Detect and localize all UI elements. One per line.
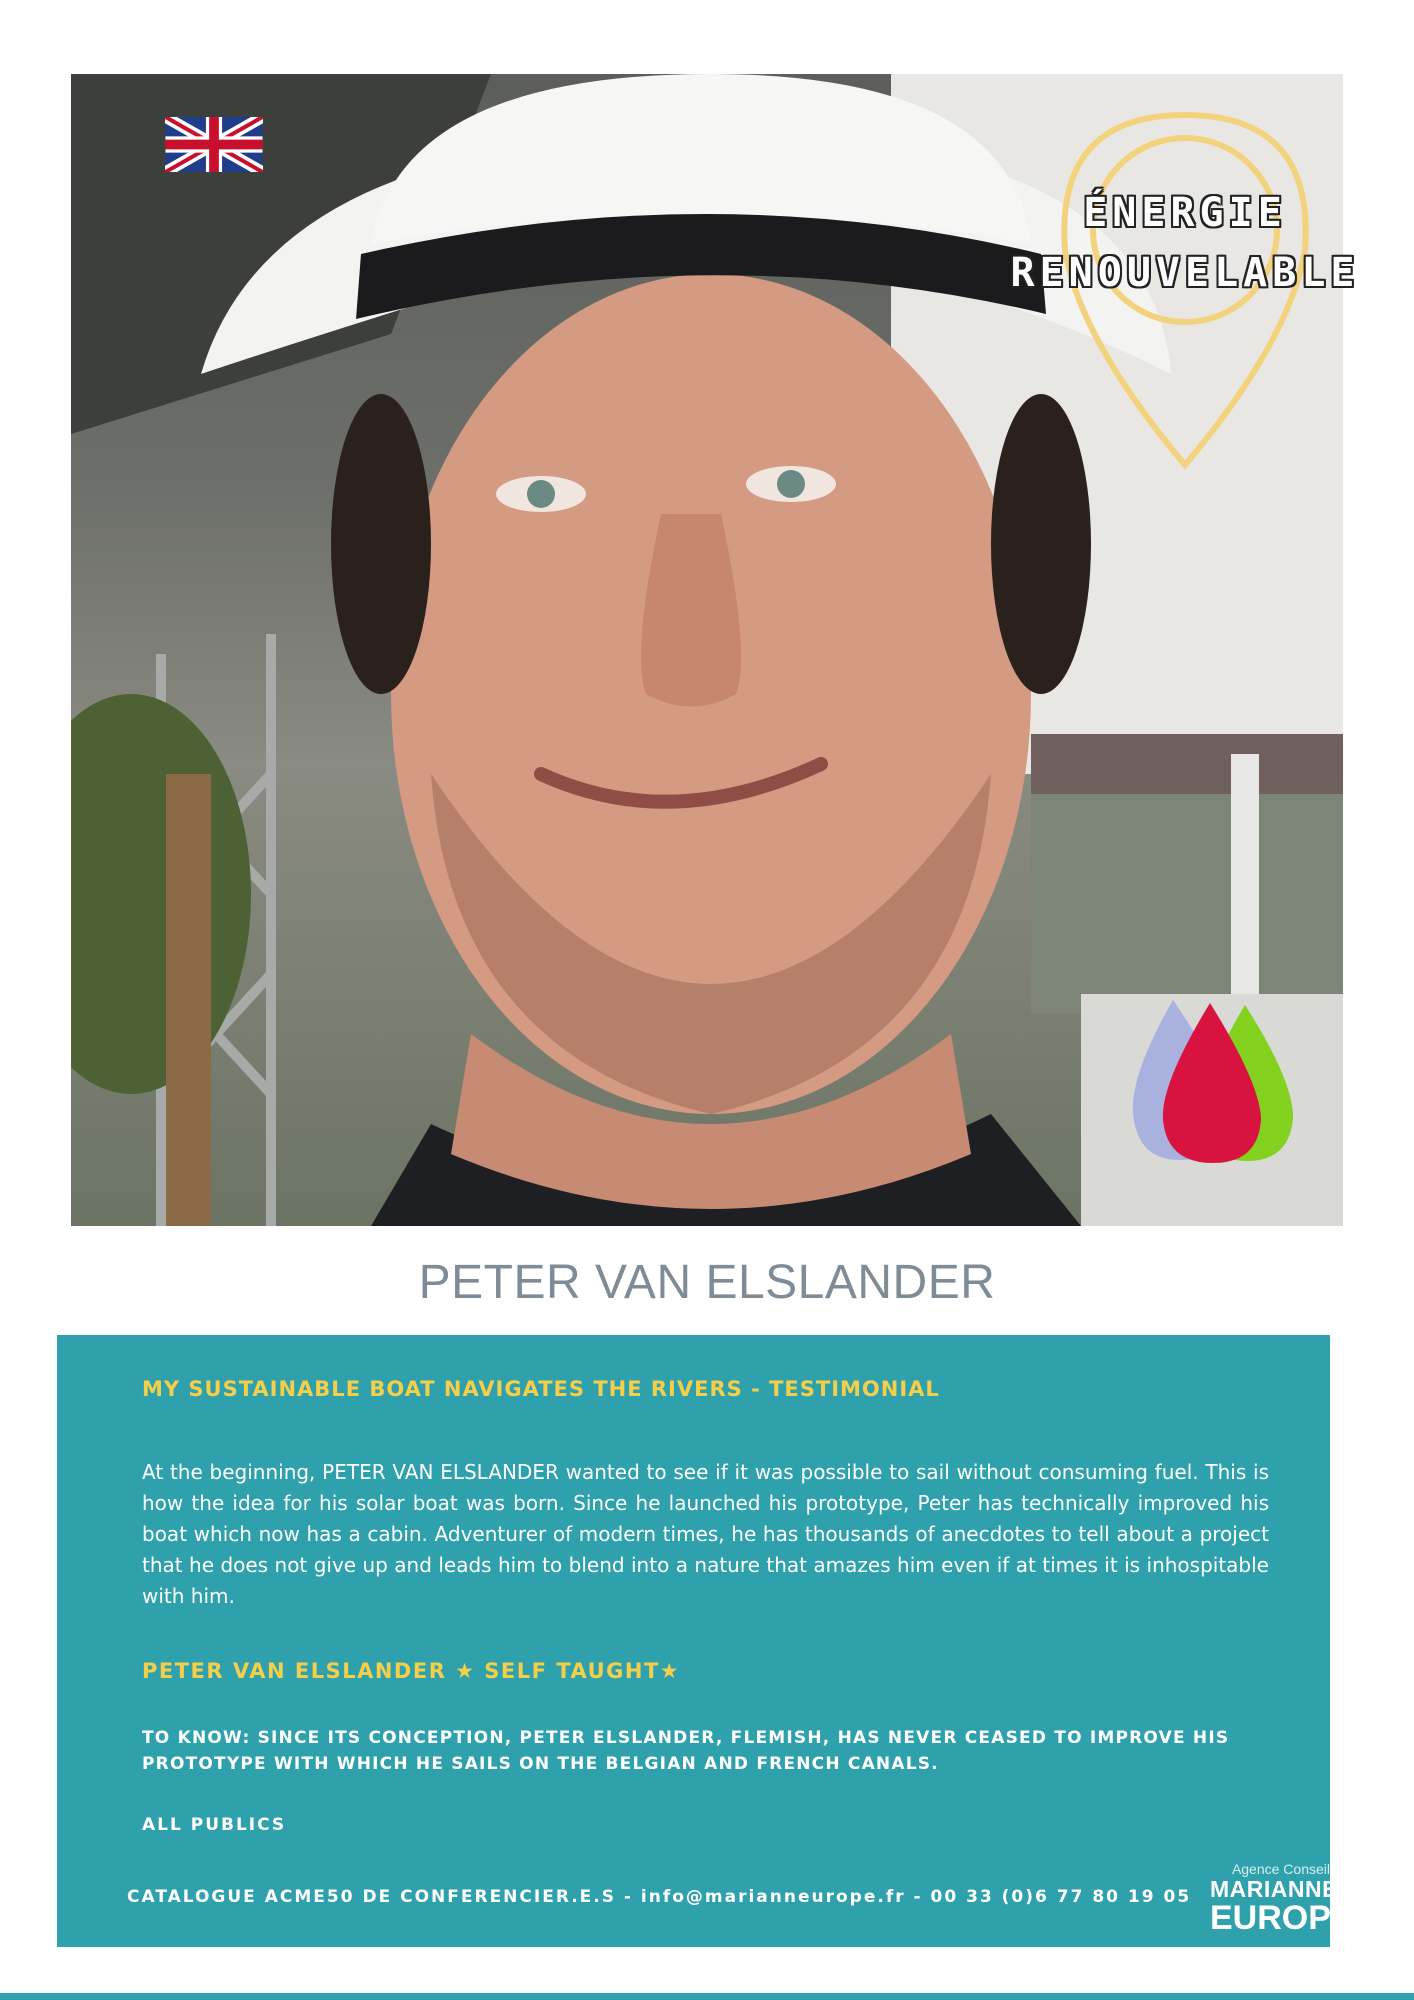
testimonial-body: At the beginning, PETER VAN ELSLANDER wanted to see if it was possible to sail without consuming fuel. This is how the idea for his solar boat was born. Since he launched his prototype, Peter has technically improved his boat which now has a cabin. Adventurer of modern times, he has thousands of anecdotes to tell about a project that he does not give up and leads him to blend into a nature that amazes him even if at times it is inhospitable with him.	[142, 1460, 1269, 1608]
info-panel	[57, 1335, 1354, 1947]
agency-tagline: Agence Conseil	[1231, 1861, 1330, 1877]
profile-subheading: PETER VAN ELSLANDER ★ SELF TAUGHT★	[142, 1659, 681, 1683]
agency-name-line2: EUROPE	[1210, 1899, 1354, 1937]
badge-line-2: RENOUVELABLE	[1010, 250, 1360, 296]
agency-logo	[1210, 1861, 1354, 1937]
badge-line-1: ÉNERGIE	[1083, 190, 1287, 236]
to-know-note: TO KNOW: SINCE ITS CONCEPTION, PETER ELSLANDER, FLEMISH, HAS NEVER CEASED TO IMPROVE HIS PROTOTYPE WITH WHICH HE SAILS ON THE BELGIAN AND FRENCH CANALS.	[142, 1728, 1230, 1774]
testimonial-heading: MY SUSTAINABLE BOAT NAVIGATES THE RIVERS - TESTIMONIAL	[142, 1377, 940, 1401]
audience-label: ALL PUBLICS	[142, 1815, 287, 1835]
contact-footer: CATALOGUE ACME50 DE CONFERENCIER.E.S - info@marianneurope.fr - 00 33 (0)6 77 80 19 05	[127, 1887, 1192, 1907]
bottom-accent-bar	[0, 1993, 1414, 2000]
agency-name-line1: MARIANNE	[1210, 1876, 1338, 1902]
uk-flag-icon	[165, 117, 263, 172]
drops-logo-icon	[1125, 995, 1300, 1165]
person-name: PETER VAN ELSLANDER	[418, 1256, 996, 1309]
